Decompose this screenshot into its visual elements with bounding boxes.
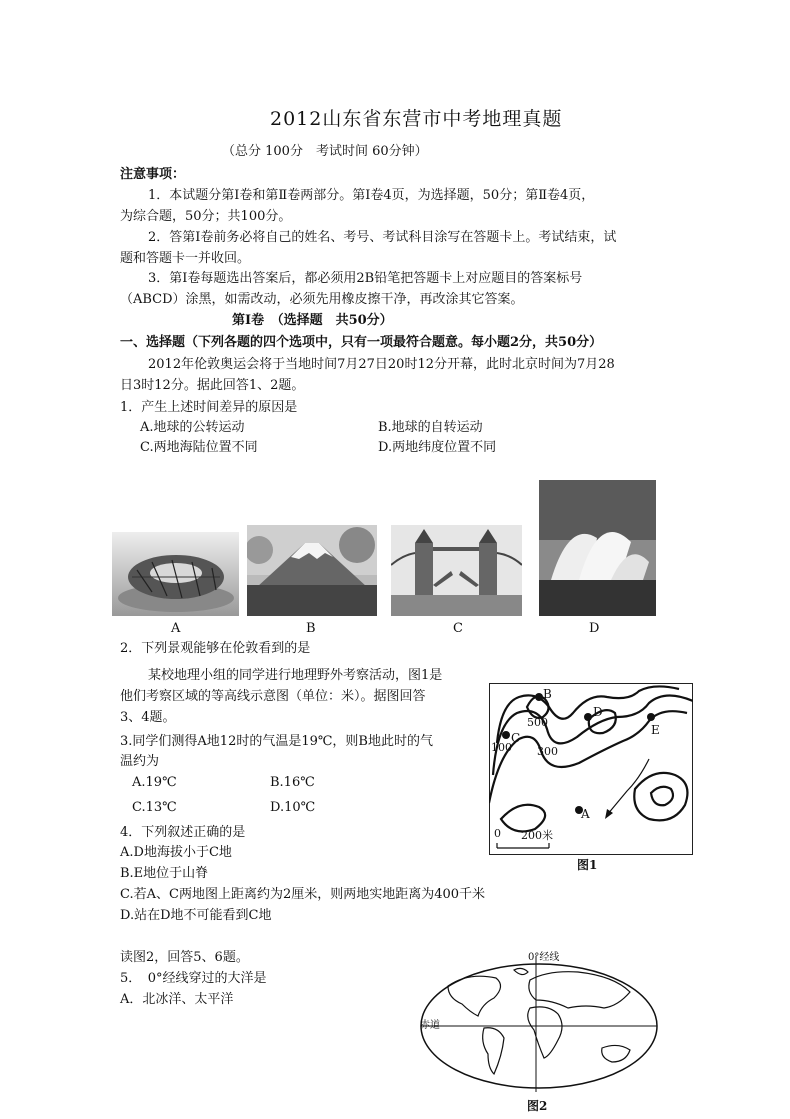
notice-item-3-line-1: 3．第Ⅰ卷每题选出答案后，都必须用2B铅笔把答题卡上对应题目的答案标号 (148, 271, 583, 286)
intro-line-1: 2012年伦敦奥运会将于当地时间7月27日20时12分开幕，此时北京时间为7月28 (148, 357, 615, 372)
photo-label-c: C (453, 621, 463, 636)
figure-1-contour-map (489, 683, 693, 855)
q3-option-d: D.10℃ (270, 800, 316, 815)
fig1-point-b: B (543, 687, 552, 701)
q4-option-c: C.若A、C两地图上距离约为2厘米，则两地实地距离为400千米 (120, 887, 486, 902)
q1-option-d: D.两地纬度位置不同 (378, 440, 497, 455)
photo-label-b: B (306, 621, 316, 636)
q4-stem: 4．下列叙述正确的是 (120, 825, 246, 840)
figure-2-caption: 图2 (527, 1099, 548, 1113)
q3-option-b: B.16℃ (270, 775, 315, 790)
fig1-contour-100: 100 (491, 741, 512, 754)
photo-label-a: A (171, 621, 181, 636)
q1-stem: 1．产生上述时间差异的原因是 (120, 400, 298, 415)
figure-2-world-map (418, 948, 660, 1100)
fig1-contour-300: 300 (537, 745, 558, 758)
fig1-point-a: A (581, 807, 590, 821)
q3-stem-line-1: 3.同学们测得A地12时的气温是19℃，则B地此时的气 (120, 734, 433, 749)
fig1-scale-zero: 0 (494, 827, 501, 840)
notice-item-1-line-2: 为综合题，50分；共100分。 (120, 209, 292, 224)
intro3: 读图2，回答5、6题。 (120, 950, 249, 965)
page-title: 2012山东省东营市中考地理真题 (270, 108, 563, 130)
fig1-scale-label: 200米 (521, 829, 553, 842)
fig1-point-c: C (511, 731, 521, 745)
fig1-contour-500: 500 (527, 716, 548, 729)
fig2-equator-label: 赤道 (420, 1020, 440, 1031)
section1-heading: 一、选择题（下列各题的四个选项中，只有一项最符合题意。每小题2分，共50分） (120, 335, 603, 350)
photo-label-d: D (589, 621, 600, 636)
notice-heading: 注意事项： (120, 167, 186, 182)
fig1-point-d: D (593, 705, 603, 719)
fig1-point-e: E (651, 723, 660, 737)
q2-stem: 2．下列景观能够在伦敦看到的是 (120, 641, 311, 656)
q5-option-a: A．北冰洋、太平洋 (120, 992, 234, 1007)
intro2-line-3: 3、4题。 (120, 710, 176, 725)
photo-b-mount-fuji (247, 525, 377, 616)
notice-item-2-line-1: 2．答第Ⅰ卷前务必将自己的姓名、考号、考试科目涂写在答题卡上。考试结束，试 (148, 230, 617, 245)
figure-1-caption: 图1 (577, 858, 598, 872)
q4-option-d: D.站在D地不可能看到C地 (120, 908, 272, 923)
photo-d-sydney-opera-house (539, 480, 656, 616)
q4-option-b: B.E地位于山脊 (120, 866, 209, 881)
intro2-line-1: 某校地理小组的同学进行地理野外考察活动，图1是 (148, 668, 443, 683)
notice-item-1-line-1: 1．本试题分第Ⅰ卷和第Ⅱ卷两部分。第Ⅰ卷4页，为选择题，50分；第Ⅱ卷4页， (148, 188, 595, 203)
intro2-line-2: 他们考察区域的等高线示意图（单位：米）。据图回答 (120, 689, 426, 704)
q4-option-a: A.D地海拔小于C地 (120, 845, 232, 860)
q3-option-a: A.19℃ (132, 775, 177, 790)
q1-option-a: A.地球的公转运动 (140, 420, 245, 435)
q5-stem: 5． 0°经线穿过的大洋是 (120, 971, 267, 986)
photo-c-tower-bridge (391, 525, 522, 616)
fig2-meridian-label: 0°经线 (528, 952, 560, 963)
q1-option-b: B.地球的自转运动 (378, 420, 483, 435)
q3-option-c: C.13℃ (132, 800, 177, 815)
q1-option-c: C.两地海陆位置不同 (140, 440, 258, 455)
part1-heading: 第Ⅰ卷 （选择题 共50分） (232, 313, 393, 328)
intro-line-2: 日3时12分。据此回答1、2题。 (120, 378, 305, 393)
photo-a-birds-nest-stadium (112, 532, 239, 616)
q3-stem-line-2: 温约为 (120, 754, 160, 769)
page-subtitle: （总分 100分 考试时间 60分钟） (222, 144, 428, 159)
notice-item-3-line-2: （ABCD）涂黑，如需改动，必须先用橡皮擦干净，再改涂其它答案。 (120, 292, 524, 307)
notice-item-2-line-2: 题和答题卡一并收回。 (120, 251, 251, 266)
